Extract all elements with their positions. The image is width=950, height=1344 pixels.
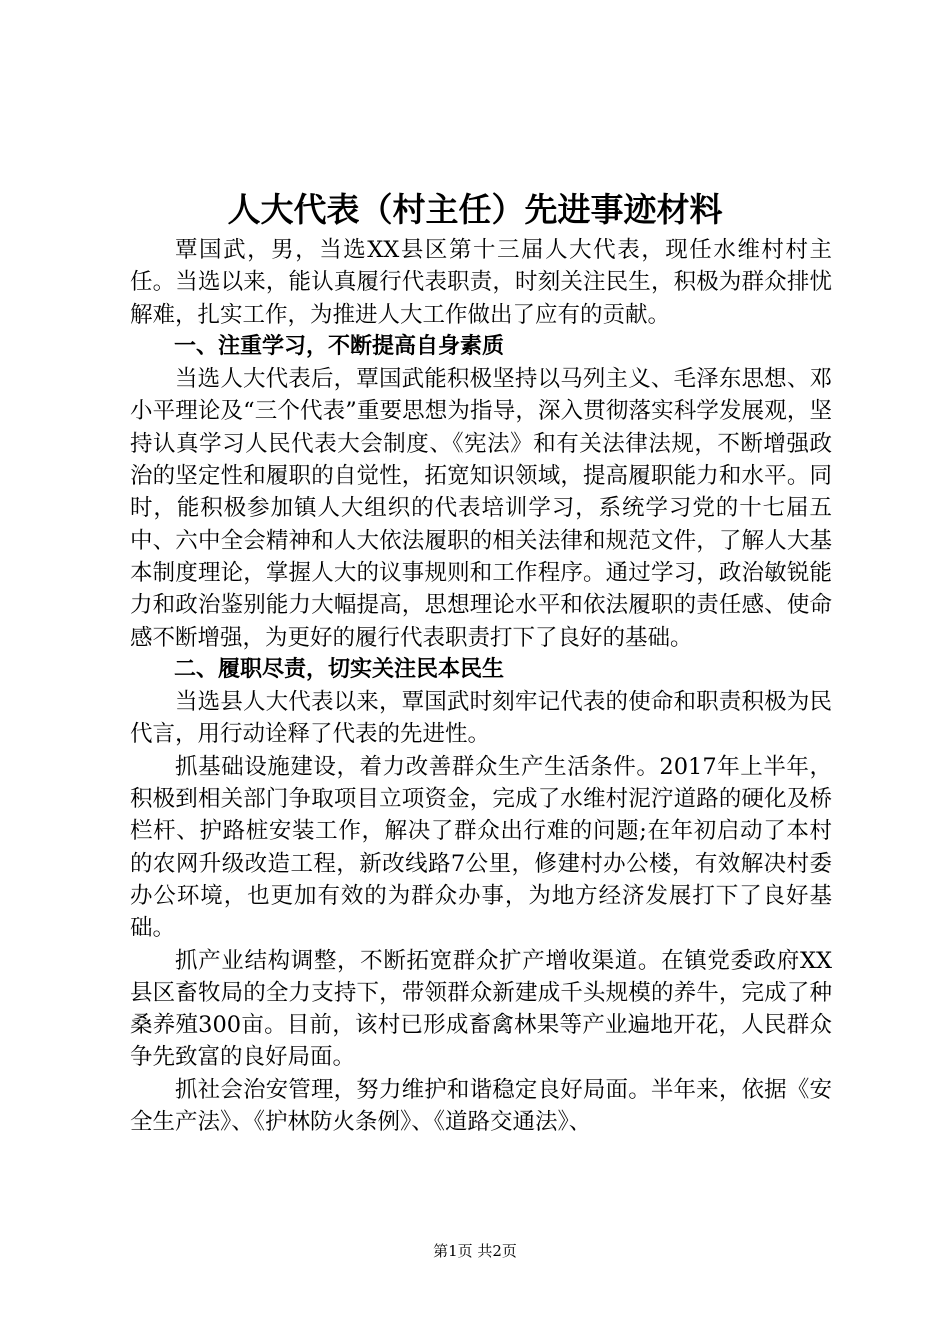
section-heading-2: 二、履职尽责，切实关注民本民生 [174, 656, 505, 682]
paragraph-security: 抓社会治安管理，努力维护和谐稳定良好局面。半年来，依据《安全生产法》、《护林防火条例》、《道路交通法》、 [130, 1076, 832, 1136]
page-title: 人大代表（村主任）先进事迹材料 [227, 190, 723, 229]
document-body [130, 234, 832, 1138]
paragraph-study: 当选人大代表后，覃国武能积极坚持以马列主义、毛泽东思想、邓小平理论及“三个代表”重要思想为指导，深入贯彻落实科学发展观，坚持认真学习人民代表大会制度、《宪法》和有关法律法规，不断增强政治的坚定性和履职的自觉性，拓宽知识领域，提高履职能力和水平。同时，能积极参加镇人大组织的代表培训学习，系统学习党的十七届五中、六中全会精神和人大依法履职的相关法律和规范文件，了解人大基本制度理论，掌握人大的议事规则和工作程序。通过学习，政治敏锐能力和政治鉴别能力大幅提高，思想理论水平和依法履职的责任感、使命感不断增强，为更好的履行代表职责打下了良好的基础。 [130, 366, 832, 651]
paragraph-duty: 当选县人大代表以来，覃国武时刻牢记代表的使命和职责积极为民代言，用行动诠释了代表的先进性。 [130, 689, 832, 748]
paragraph-industry: 抓产业结构调整，不断拓宽群众扩产增收渠道。在镇党委政府XX县区畜牧局的全力支持下，带领群众新建成千头规模的养牛，完成了种桑养殖300亩。目前，该村已形成畜禽林果等产业遍地开花，人民群众争先致富的良好局面。 [130, 947, 832, 1071]
page-number-footer: 第1页 共2页 [433, 1242, 517, 1260]
section-heading-1: 一、注重学习，不断提高自身素质 [174, 333, 505, 359]
paragraph-intro: 覃国武，男，当选XX县区第十三届人大代表，现任水维村村主任。当选以来，能认真履行代表职责，时刻关注民生，积极为群众排忧解难，扎实工作，为推进人大工作做出了应有的贡献。 [130, 237, 832, 328]
paragraph-infrastructure: 抓基础设施建设，着力改善群众生产生活条件。2017年上半年，积极到相关部门争取项目立项资金，完成了水维村泥泞道路的硬化及桥栏杆、护路桩安装工作，解决了群众出行难的问题;在年初启动了本村的农网升级改造工程，新改线路7公里，修建村办公楼，有效解决村委办公环境，也更加有效的为群众办事，为地方经济发展打下了良好基础。 [130, 753, 832, 942]
